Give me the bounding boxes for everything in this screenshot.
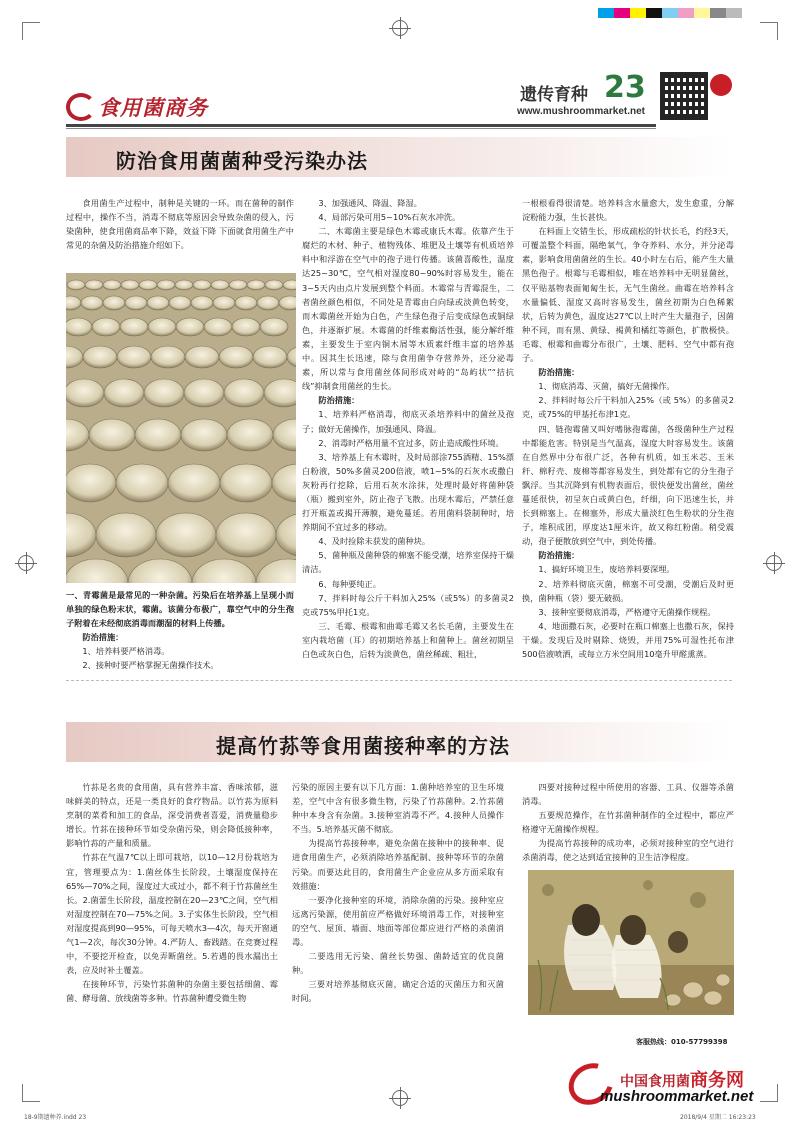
paragraph: 四、链孢霉菌又叫好嗜脉孢霉菌，各级菌种生产过程中都能危害。特别是当气温高，湿度大时容易发生。该菌在自然界中分布很广泛，各种有机质，如玉米芯、玉米秆、棉籽壳、废棉等都容易发生，到处都有它的分生孢子飘浮。当其沉降到有机物表面后，很快便发出菌丝，菌丝蔓延很快，初呈灰白或黄白色，纤细，向下迅速生长，并长到棉塞上。在棉塞外，形成大量淡红色生粉状的分生孢子，堆积成团，厚度达1厘米许，故又称红粉菌。稍受震动，孢子便散放到空气中，到处传播。 bbox=[522, 423, 734, 547]
paragraph: 在接种环节，污染竹荪菌种的杂菌主要包括细菌、霉菌、酵母菌、放线菌等多种。竹荪菌种遭受微生物 bbox=[66, 979, 278, 1004]
photo-caption: 一、青霉菌是最常见的一种杂菌。污染后在培养基上呈现小而单独的绿色粉末状，霉菌。该菌分布极广，靠空气中的分生孢子附着在未经彻底消毒而潮湿的材料上传播。 bbox=[66, 590, 294, 629]
qr-side-logo bbox=[710, 74, 742, 118]
paragraph: 竹荪在气温7℃以上即可栽培，以10—12月份栽培为宜，管理要点为：1.菌丝体生长阶段，土壤湿度保持在65%—70%之间，湿度过大或过小，都不利于竹荪菌丝生长。2.菌蕾生长阶段，温度控制在20—23℃之间，空气相对湿度控制在70—75%之间。3.子实体生长阶段，空气相对湿度提高到90—95%，可每天喷水3—4次，每天开窗通气1—2次，每次30分钟。4.严防人、畜践踏。在竞赛过程中，不要挖开检查，以免弄断菌丝。5.若遇的畏水漏出土表，应及时补土覆盖。 bbox=[66, 852, 278, 976]
paragraph: 4、及时捡除未获发的菌种块。 bbox=[318, 536, 431, 547]
article1-column-3 bbox=[522, 196, 734, 661]
paragraph: 竹荪是名贵的食用菌，具有营养丰富、香味浓郁，滋味鲜美的特点，还是一类良好的食疗物品。以竹荪为原料烹制的菜肴和加工的食品，深受消费者喜爱，消费量稳步增长。竹荪在接种环节如受杂菌污染，则会降低接种率，影响竹荪的产量和质量。 bbox=[66, 782, 278, 849]
paragraph: 2、消毒时严格用量不宜过多，防止造成酸性环境。 bbox=[318, 437, 504, 448]
article1-column-1-lower bbox=[66, 588, 294, 673]
paragraph: 污染的原因主要有以下几方面：1.菌种培养室的卫生环境差，空气中含有很多微生物，污染了竹荪菌种。2.竹荪菌种中本身含有杂菌。3.接种室消毒不严。4.接种人员操作不当。5.培养基灭菌不彻底。 bbox=[292, 782, 504, 835]
crop-mark-bottom-right bbox=[760, 1084, 778, 1102]
crop-mark-bottom-left bbox=[22, 1084, 40, 1102]
paragraph: 1、培养料严格消毒，彻底灭杀培养料中的菌丝及孢子；做好无菌操作，加强通风、降温。 bbox=[302, 409, 514, 434]
paragraph: 3、接种室要彻底消毒，严格遵守无菌操作规程。 bbox=[538, 606, 716, 617]
paragraph: 三、毛霉、根霉和曲霉毛霉又名长毛菌，主要发生在室内栽培菌（耳）的初期培养基上和菌种上。菌丝初期呈白色或灰白色，后转为淡黄色，菌丝稀疏、粗壮， bbox=[302, 620, 514, 659]
paragraph: 6、每种要纯正。 bbox=[318, 578, 381, 589]
article2-title: 提高竹荪等食用菌接种率的方法 bbox=[216, 734, 510, 758]
paragraph: 1、彻底消毒、灭菌，搞好无菌操作。 bbox=[538, 381, 675, 392]
paragraph: 为提高竹荪接种的成功率，必须对接种室的空气进行杀菌消毒，使之达到适宜接种的卫生洁净程度。 bbox=[522, 838, 734, 863]
paragraph: 5、菌种瓶及菌种袋的棉塞不能受潮，培养室保持干燥清洁。 bbox=[302, 550, 514, 575]
color-calibration-bar bbox=[598, 8, 742, 18]
registration-mark-bottom bbox=[392, 1090, 408, 1106]
paragraph: 3、培养基上有木霉时，及时局部涂755酒精、15%漂白粉液，50%多菌灵200倍液，喷1~5%的石灰水或撒白灰粉再行挖除，后用石灰水涂抹，处理时最好将菌种袋（瓶）搬到室外，防止孢子飞散。出现木霉后，严禁任意打开瓶盖或揭开薄膜，避免蔓延。若用菌料袋制种时，培养期间不宜过多的移动。 bbox=[302, 451, 514, 533]
article1-column-1 bbox=[66, 196, 294, 252]
bamboo-fungus-illustration bbox=[528, 870, 734, 1015]
paragraph: 防治措施： bbox=[318, 395, 360, 406]
registration-mark-right bbox=[766, 555, 782, 571]
mushroom-bags-photo bbox=[66, 273, 296, 583]
paragraph: 四要对接种过程中所使用的容器、工具、仪器等杀菌消毒。 bbox=[522, 782, 734, 807]
article1-measure-2: 2、接种时要严格掌握无菌操作技术。 bbox=[82, 660, 219, 671]
brand-cn-prefix: 中国食用菌 bbox=[620, 1074, 690, 1090]
brand-badge-icon bbox=[710, 74, 732, 96]
article1-banner bbox=[66, 137, 732, 177]
bamboo-fungus-photo bbox=[528, 870, 734, 1015]
article1-measure-1: 1、培养料要严格消毒。 bbox=[82, 646, 170, 657]
logo-swoosh-icon bbox=[66, 93, 96, 121]
file-slug: 18-9期遗种养.indd 23 bbox=[24, 1114, 87, 1121]
article2-banner bbox=[66, 722, 732, 762]
page-number: 23 bbox=[604, 70, 646, 105]
paragraph: 五要规范操作，在竹荪菌种制作的全过程中，都应严格遵守无菌操作规程。 bbox=[522, 810, 734, 835]
article-separator bbox=[66, 680, 732, 681]
paragraph: 一根根看得很清楚。培养料含水量愈大，发生愈重，分解淀粉能力强，生长甚快。 bbox=[522, 198, 734, 223]
paragraph: 二、木霉菌主要是绿色木霉或康氏木霉。依靠产生于腐烂的木材、种子、植物残体、堆肥及土壤等有机质培养料中和浮游在空气中的孢子进行传播。该菌喜酸性，温度达25~30℃，空气相对湿度80~90%时容易发生，能在3~5天内由点片发展到整个料面。木霉常与青霉混生，二者菌丝颜色相似，不同处是青霉由白向绿或淡黄色转变，而木霉菌丝开始为白色，产生绿色孢子后变成绿色或铜绿色，并逐渐扩展。木霉菌的纤维素酶活性强，能分解纤维素，主要发生于室内铜木屑等木质素纤维丰富的培养基中。因其生长迅速，除与食用菌争夺营养外，还分泌毒素，所以常与食用菌丝体间形成对峙的“岛屿状”“拮抗线”抑制食用菌丝的生长。 bbox=[302, 226, 514, 392]
brand-logo bbox=[560, 1060, 760, 1110]
paragraph: 三要对培养基彻底灭菌，确定合适的灭菌压力和灭菌时间。 bbox=[292, 979, 504, 1004]
paragraph: 2、培养料彻底灭菌，棉塞不可受潮，受潮后及时更换，菌种瓶（袋）要无破损。 bbox=[522, 578, 734, 603]
article1-column-2 bbox=[302, 196, 514, 661]
registration-mark-top bbox=[392, 20, 408, 36]
customer-hotline: 客服热线：010-57799398 bbox=[636, 1038, 728, 1046]
paragraph: 为提高竹荪接种率，避免杂菌在接种中的接种率、促进食用菌生产，必须消除培养基配制、接种等环节的杂菌污染。而要达此目的，食用菌生产企业应从多方面采取有效措施： bbox=[292, 838, 504, 891]
magazine-logo bbox=[66, 92, 208, 122]
article1-intro: 食用菌生产过程中，制种是关键的一环。而在菌种的制作过程中，操作不当，消毒不彻底等原因会导致杂菌的侵入，污染菌种，使食用菌商品率下降，效益下降 下面就食用菌生产中常见的杂菌及防治措施介绍如下。 bbox=[66, 198, 294, 251]
paragraph: 二要选用无污染、菌丝长势强、菌龄适宜的优良菌种。 bbox=[292, 951, 504, 976]
header-rule-thin bbox=[66, 128, 656, 129]
mushroom-bags-illustration bbox=[66, 273, 296, 583]
section-name: 遗传育种 bbox=[520, 85, 588, 105]
paragraph: 防治措施： bbox=[538, 367, 580, 378]
brand-cn-suffix: 商务网 bbox=[690, 1070, 744, 1091]
article2-column-2 bbox=[292, 780, 504, 1006]
paragraph: 7、拌料时每公斤干料加入25%（或5%）的多菌灵2克或75%甲托1克。 bbox=[302, 592, 514, 617]
logo-text: 食用菌商务 bbox=[98, 95, 208, 120]
paragraph: 在料面上交错生长，形成疏松的针状长毛，约经3天，可覆盖整个料面，隔绝氧气，争夺养料、水分，并分泌毒素，影响食用菌菌丝的生长。40小时左右后，能产生大量黑色孢子。根霉与毛霉相似，唯在培养料中无明显菌丝，仅平贴基物表面匍匐生长，无气生菌丝。曲霉在培养料含水量偏低、湿度又高时容易发生，菌丝初期为白色稀絮状，后转为黄色，温度达27℃以上时产生大量孢子，因菌种不同，而有黑、黄绿、褐黄和橘红等颜色，扩散极快。毛霉、根霉和曲霉分布很广，土壤、肥料、空气中都有孢子。 bbox=[522, 226, 734, 364]
paragraph: 3、加强通风、降温、降湿。 bbox=[318, 198, 422, 208]
paragraph: 2、拌料时每公斤干料加入25%（或 5%）的多菌灵2克，或75%的甲基托布津1克。 bbox=[522, 395, 734, 420]
article1-measures-heading: 防治措施： bbox=[82, 632, 124, 643]
registration-mark-left bbox=[18, 555, 34, 571]
paragraph: 1、搞好环境卫生，废培养料要深埋。 bbox=[538, 564, 675, 575]
article2-column-1 bbox=[66, 780, 278, 1006]
paragraph: 防治措施： bbox=[538, 550, 580, 561]
paragraph: 一要净化接种室的环境，消除杂菌的污染。接种室应远离污染源，使用前应严格做好环境消毒工作，对接种室的空气、屋顶、墙面、地面等部位都应进行严格的杀菌消毒。 bbox=[292, 894, 504, 948]
qr-code-icon bbox=[660, 72, 708, 120]
article2-column-3 bbox=[522, 780, 734, 865]
site-url: www.mushroommarket.net bbox=[517, 106, 645, 117]
crop-mark-top-left bbox=[22, 22, 40, 40]
article1-title: 防治食用菌菌种受污染办法 bbox=[116, 149, 368, 173]
brand-url: mushroommarket.net bbox=[600, 1088, 754, 1105]
header-rule bbox=[66, 124, 656, 127]
paragraph: 4、地面撒石灰，必要时在瓶口棉塞上也撒石灰，保持干燥。发现后及时剔除、烧毁，并用75%可湿性托布津500倍液喷洒，或每立方米空间用10毫升甲醛熏蒸。 bbox=[522, 620, 734, 659]
paragraph: 4、局部污染可用5~10%石灰水冲洗。 bbox=[318, 212, 461, 223]
crop-mark-top-right bbox=[760, 22, 778, 40]
print-timestamp: 2018/9/4 星期二 16:23:23 bbox=[680, 1114, 756, 1121]
